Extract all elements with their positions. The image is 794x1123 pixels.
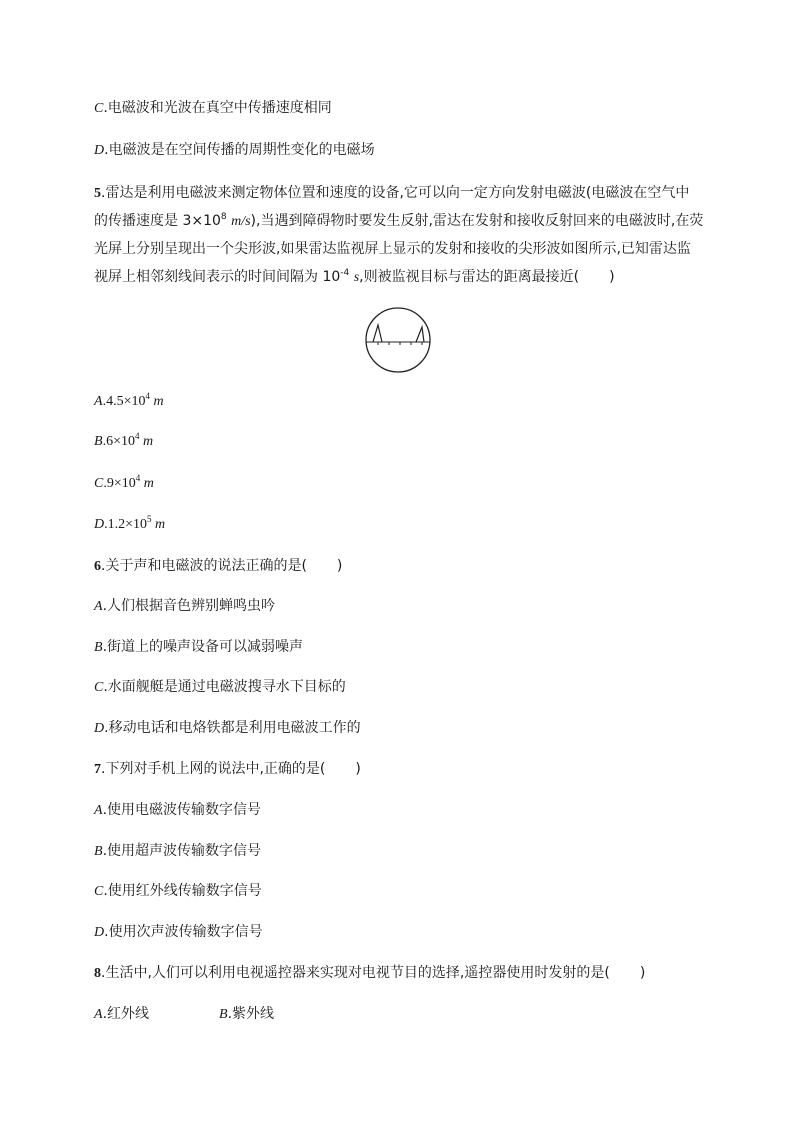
q8-stem: 8.生活中,人们可以利用电视遥控器来实现对电视节目的选择,遥控器使用时发射的是( ) bbox=[94, 965, 646, 981]
option-text: 使用红外线传输数字信号 bbox=[107, 883, 262, 899]
option-value: 9×10 bbox=[106, 476, 136, 491]
option-text: 红外线 bbox=[107, 1006, 150, 1022]
q5-option-b: $B.6\times 10^4$ m bbox=[94, 431, 154, 449]
option-letter: C bbox=[94, 884, 104, 899]
q8-option-b: B.紫外线 bbox=[219, 1006, 275, 1022]
q6-stem: 6.关于声和电磁波的说法正确的是( ) bbox=[94, 558, 343, 574]
q5-option-c: $C.9\times 10^4$ m bbox=[94, 473, 154, 491]
option-text: 电磁波和光波在真空中传播速度相同 bbox=[107, 100, 332, 116]
q5-stem-line-4 bbox=[94, 267, 615, 288]
unit: m/s bbox=[231, 214, 251, 229]
option-letter: B bbox=[94, 844, 103, 859]
option-letter: A bbox=[94, 394, 103, 409]
question-number: 6 bbox=[94, 559, 101, 574]
stem-text: 关于声和电磁波的说法正确的是( bbox=[105, 558, 307, 574]
option-text: 街道上的噪声设备可以减弱噪声 bbox=[107, 639, 304, 655]
exponent: 4 bbox=[145, 391, 150, 401]
option-value: 6×10 bbox=[106, 434, 135, 449]
option-letter: C bbox=[94, 476, 104, 491]
stem-text: 视屏上相邻刻线间表示的时间间隔为 10 bbox=[94, 269, 341, 285]
option-letter: B bbox=[94, 434, 103, 449]
option-value: 1.2×10 bbox=[107, 517, 148, 532]
unit: m bbox=[155, 517, 166, 532]
unit: s bbox=[353, 270, 360, 285]
option-letter: A bbox=[94, 599, 103, 614]
option-text: 紫外线 bbox=[232, 1006, 275, 1022]
stem-text: 的传播速度是 3×10 bbox=[94, 213, 221, 229]
question-number: 5 bbox=[94, 186, 101, 201]
question-number: 8 bbox=[94, 966, 101, 981]
option-text: 人们根据音色辨别蝉鸣虫吟 bbox=[107, 598, 276, 614]
stem-text: 下列对手机上网的说法中,正确的是( bbox=[105, 761, 326, 777]
option-letter: D bbox=[94, 143, 105, 158]
answer-paren-close: ) bbox=[355, 761, 361, 777]
option-letter: B bbox=[94, 640, 103, 655]
q6-option-b: B.街道上的噪声设备可以减弱噪声 bbox=[94, 639, 304, 655]
stem-text: 光屏上分别呈现出一个尖形波,如果雷达监视屏上显示的发射和接收的尖形波如图所示,已知雷达监 bbox=[94, 241, 691, 257]
option-text: 使用次声波传输数字信号 bbox=[108, 924, 263, 940]
radar-reflected-pulse bbox=[416, 327, 424, 342]
q7-stem: 7.下列对手机上网的说法中,正确的是( ) bbox=[94, 761, 361, 777]
option-letter: A bbox=[94, 1007, 103, 1022]
option-letter: A bbox=[94, 803, 103, 818]
exponent: 5 bbox=[147, 514, 152, 524]
question-number: 7 bbox=[94, 762, 101, 777]
q7-option-c: C.使用红外线传输数字信号 bbox=[94, 883, 262, 899]
q6-option-a: A.人们根据音色辨别蝉鸣虫吟 bbox=[94, 598, 276, 614]
stem-text: 雷达是利用电磁波来测定物体位置和速度的设备,它可以向一定方向发射电磁波(电磁波在空气中 bbox=[105, 185, 690, 201]
answer-paren-close: ) bbox=[609, 269, 615, 285]
q5-option-d: $D.1.2\times 10^5$ m bbox=[94, 514, 166, 532]
q6-option-c: C.水面舰艇是通过电磁波搜寻水下目标的 bbox=[94, 679, 346, 695]
exponent: 4 bbox=[134, 431, 140, 441]
q7-option-a: A.使用电磁波传输数字信号 bbox=[94, 802, 262, 818]
option-text: 使用超声波传输数字信号 bbox=[107, 843, 262, 859]
q5-stem-line-1: 5.雷达是利用电磁波来测定物体位置和速度的设备,它可以向一定方向发射电磁波(电磁波在空气中 bbox=[94, 185, 690, 201]
unit: m bbox=[153, 394, 164, 409]
unit: m bbox=[142, 434, 154, 449]
option-letter: D bbox=[94, 721, 105, 736]
option-letter: D bbox=[94, 517, 105, 532]
q7-option-d: D.使用次声波传输数字信号 bbox=[94, 924, 263, 940]
option-text: 移动电话和电烙铁都是利用电磁波工作的 bbox=[108, 720, 361, 736]
option-text: 电磁波是在空间传播的周期性变化的电磁场 bbox=[108, 142, 375, 158]
radar-screen-outline bbox=[366, 308, 430, 372]
radar-screen-figure bbox=[364, 306, 432, 374]
option-letter: C bbox=[94, 680, 104, 695]
option-value: 4.5×10 bbox=[106, 394, 146, 409]
unit: m bbox=[143, 476, 154, 491]
q6-option-d: D.移动电话和电烙铁都是利用电磁波工作的 bbox=[94, 720, 361, 736]
radar-emitted-pulse bbox=[373, 325, 382, 342]
stem-text: 生活中,人们可以利用电视遥控器来实现对电视节目的选择,遥控器使用时发射的是( bbox=[105, 965, 610, 981]
answer-paren-close: ) bbox=[336, 558, 343, 574]
q5-stem-line-2 bbox=[94, 211, 703, 232]
stem-text: ),当遇到障碍物时要发生反射,雷达在发射和接收反射回来的电磁波时,在荧 bbox=[250, 213, 704, 229]
q4-option-c: C.电磁波和光波在真空中传播速度相同 bbox=[94, 100, 332, 116]
stem-text: ,则被监视目标与雷达的距离最接近( bbox=[359, 269, 580, 285]
exponent: 8 bbox=[220, 212, 227, 222]
q5-stem-line-3 bbox=[94, 239, 691, 259]
option-letter: B bbox=[219, 1007, 228, 1022]
option-text: 使用电磁波传输数字信号 bbox=[107, 802, 262, 818]
q5-option-a: $A.4.5\times 10^4$ m bbox=[94, 391, 164, 409]
option-text: 水面舰艇是通过电磁波搜寻水下目标的 bbox=[107, 679, 346, 695]
exponent: -4 bbox=[340, 268, 350, 278]
q4-option-d: D.电磁波是在空间传播的周期性变化的电磁场 bbox=[94, 142, 375, 158]
option-letter: D bbox=[94, 925, 105, 940]
answer-paren-close: ) bbox=[639, 965, 646, 981]
exponent: 4 bbox=[135, 473, 141, 483]
q8-option-a: A.红外线 bbox=[94, 1006, 150, 1022]
option-letter: C bbox=[94, 101, 104, 116]
q7-option-b: B.使用超声波传输数字信号 bbox=[94, 843, 262, 859]
